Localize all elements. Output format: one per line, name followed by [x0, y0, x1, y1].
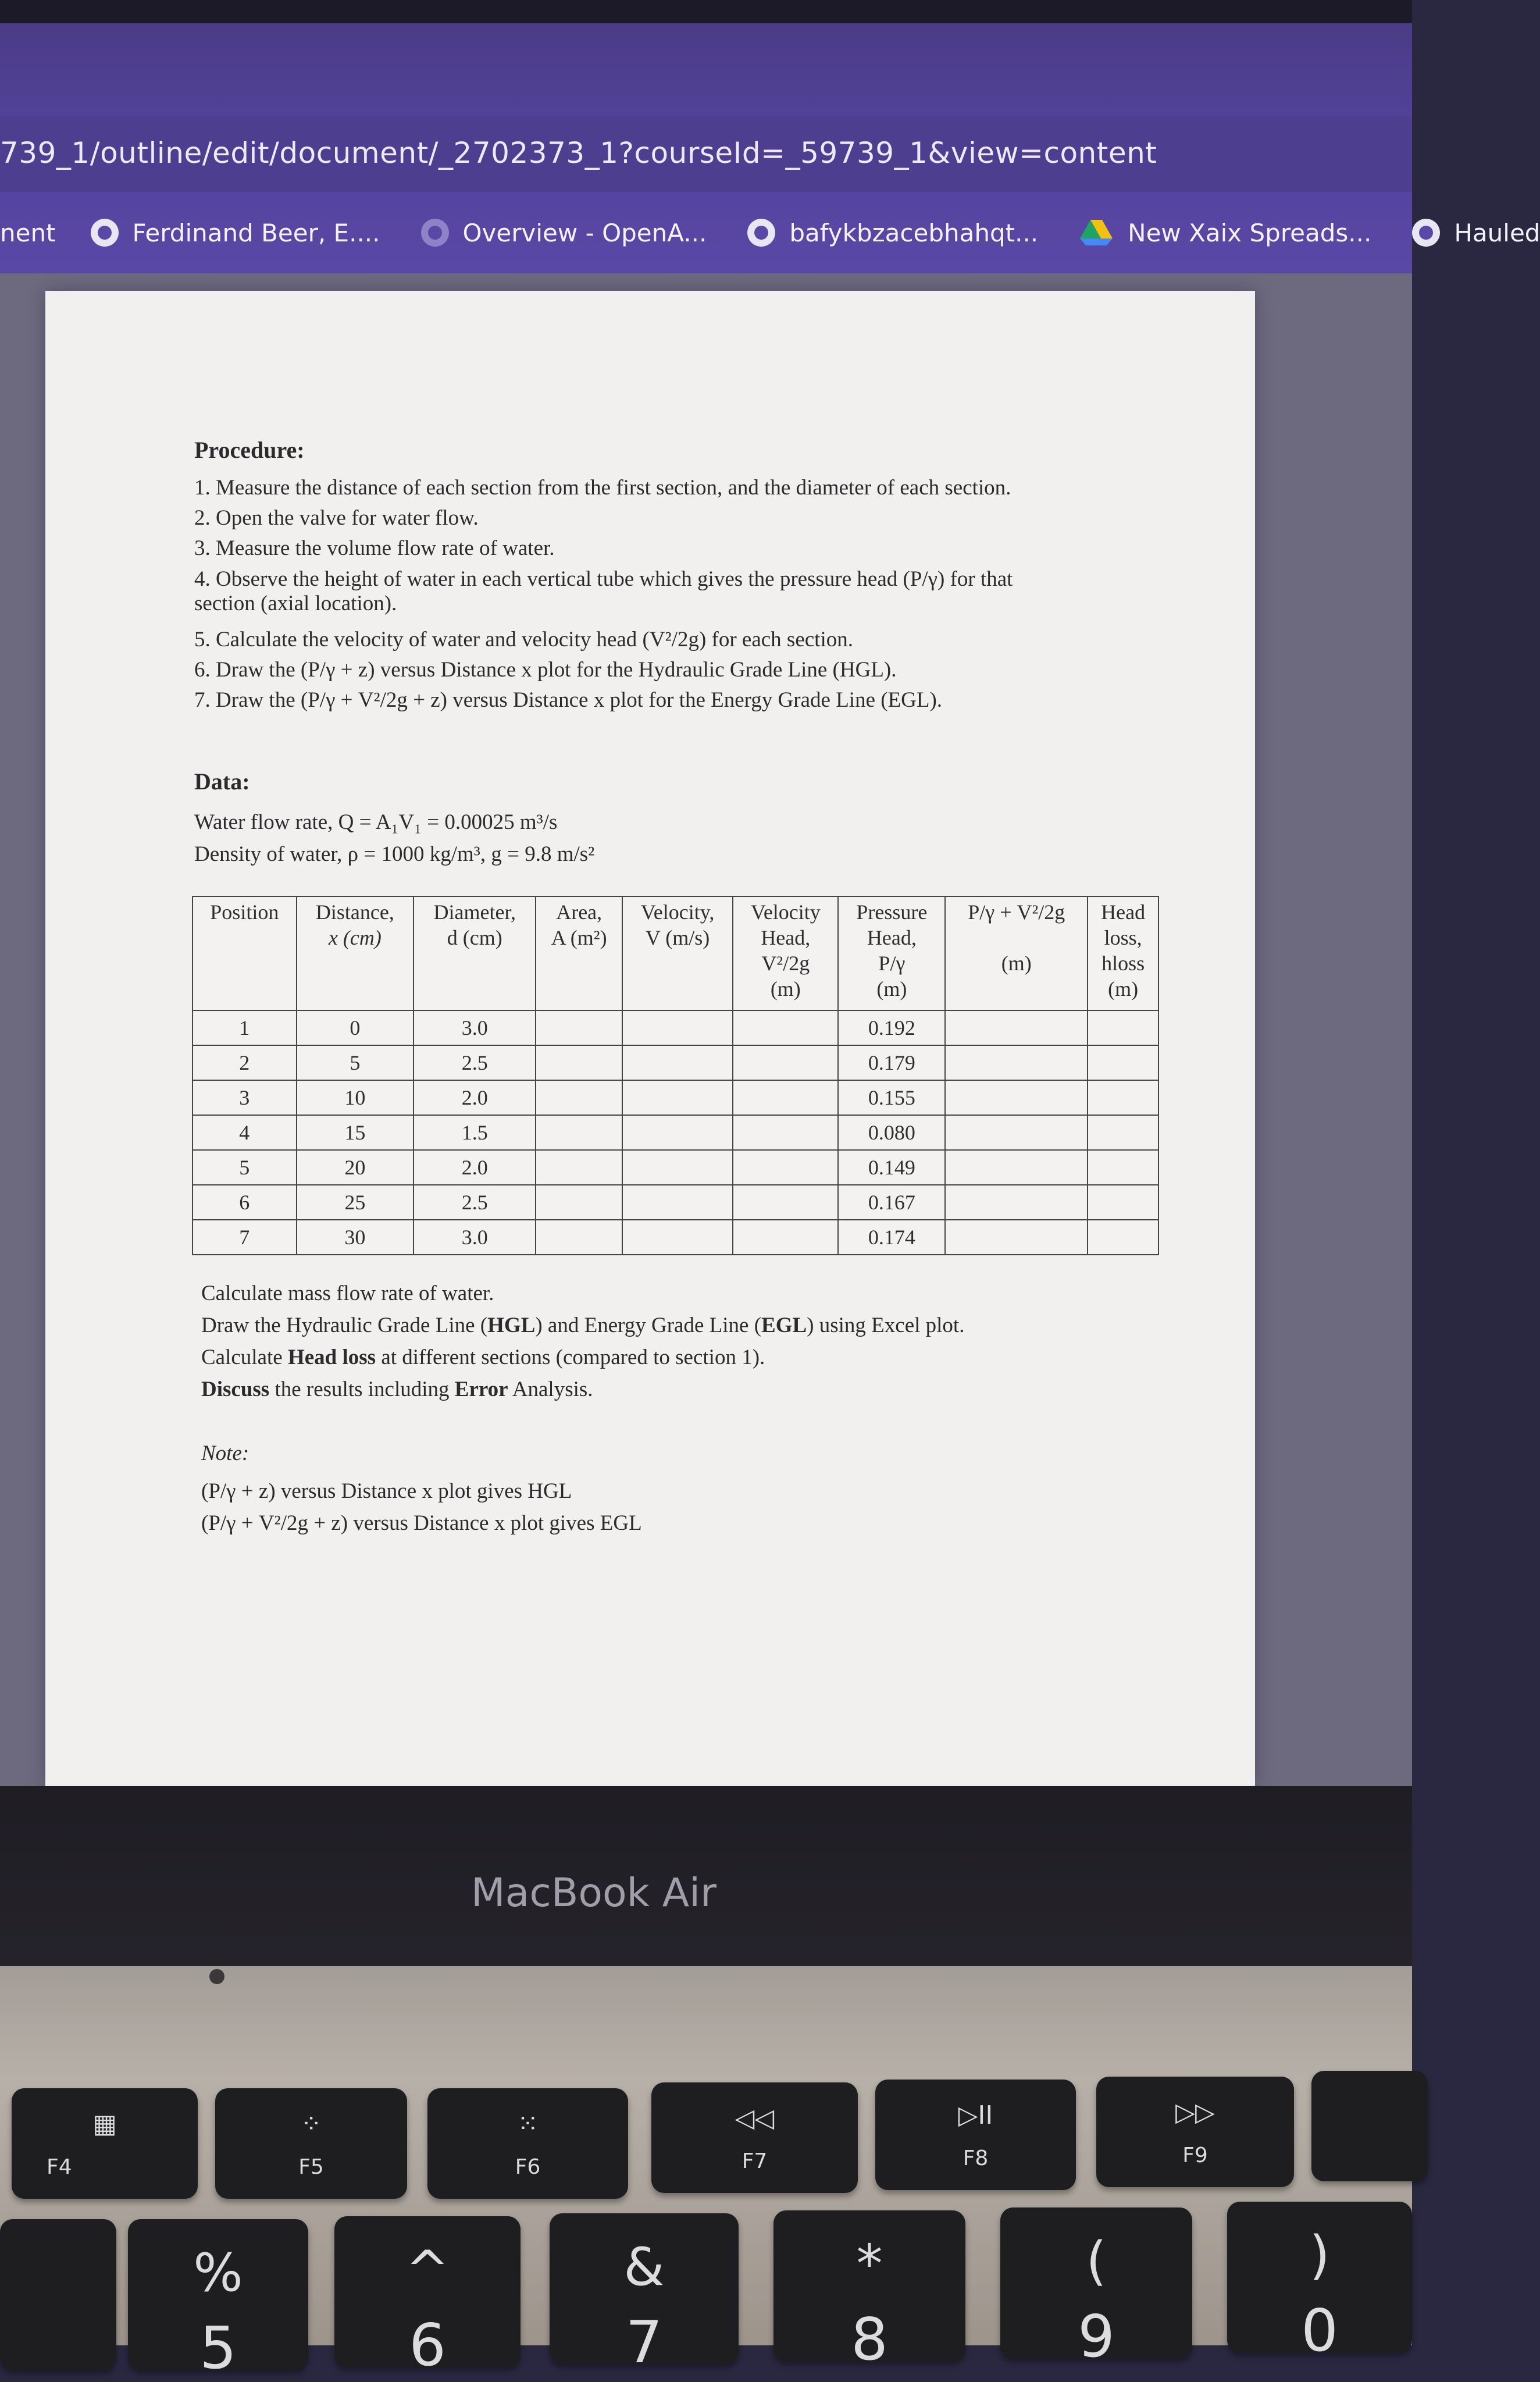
table-cell: 0.167 [838, 1185, 945, 1220]
table-cell [733, 1115, 838, 1150]
bookmark-item[interactable] [421, 219, 707, 247]
table-cell [536, 1045, 622, 1080]
header-text: Velocity [750, 900, 821, 924]
table-cell: 0.192 [838, 1010, 945, 1045]
table-cell [622, 1010, 733, 1045]
bookmark-label: Overview - OpenA... [462, 218, 707, 247]
key-0[interactable] [1227, 2202, 1412, 2365]
key-label: F6 [515, 2155, 541, 2179]
task-text: HGL [487, 1313, 536, 1337]
key-4[interactable] [0, 2219, 116, 2370]
document-page [45, 291, 1255, 1786]
table-cell [733, 1220, 838, 1255]
key-symbol: % [193, 2242, 243, 2303]
screen-top-bezel [0, 0, 1412, 23]
key-symbol: & [623, 2237, 665, 2298]
task-draw-lines [201, 1312, 964, 1340]
key-8[interactable] [773, 2210, 965, 2373]
task-text: Head loss [287, 1345, 376, 1369]
header-text: (m) [876, 977, 907, 1000]
table-cell [945, 1220, 1088, 1255]
table-cell: 0.155 [838, 1080, 945, 1115]
data-heading: Data: [194, 768, 250, 795]
density-text: Density of water, ρ = 1000 kg/m³, g = 9.8 m/s² [194, 842, 595, 866]
table-cell [536, 1185, 622, 1220]
table-cell [622, 1115, 733, 1150]
table-cell [945, 1045, 1088, 1080]
table-cell [1088, 1010, 1158, 1045]
bookmark-label: Hauled [1454, 218, 1540, 247]
task-text: Discuss [201, 1377, 270, 1401]
table-cell: 3.0 [413, 1220, 536, 1255]
procedure-heading: Procedure: [194, 437, 305, 463]
header-text: (m) [770, 977, 801, 1000]
f9-key[interactable] [1096, 2077, 1294, 2187]
table-row [192, 1185, 1158, 1220]
procedure-step: 3. Measure the volume flow rate of water. [194, 536, 555, 560]
header-text: Head [1101, 900, 1146, 924]
table-cell: 30 [297, 1220, 413, 1255]
table-cell: 5 [297, 1045, 413, 1080]
key-number: 8 [851, 2305, 888, 2373]
table-cell [536, 1010, 622, 1045]
task-text: ) and Energy Grade Line ( [535, 1313, 762, 1337]
table-cell [1088, 1115, 1158, 1150]
header-spacer [949, 925, 1083, 950]
procedure-step: 5. Calculate the velocity of water and velocity head (V²/2g) for each section. [194, 628, 853, 651]
table-cell [622, 1150, 733, 1185]
table-cell [1088, 1220, 1158, 1255]
key-symbol: ⁘ [300, 2109, 322, 2139]
url-text[interactable]: 739_1/outline/edit/document/_2702373_1?courseId=_59739_1&view=content [0, 136, 1157, 170]
table-header-row [192, 896, 1158, 1010]
f5-key[interactable] [215, 2088, 407, 2199]
table-cell: 10 [297, 1080, 413, 1115]
bookmark-item[interactable] [0, 219, 56, 247]
f10-key[interactable] [1311, 2071, 1428, 2181]
table-cell [536, 1080, 622, 1115]
table-cell: 2.5 [413, 1185, 536, 1220]
key-symbol: ) [1309, 2225, 1330, 2286]
table-cell [536, 1220, 622, 1255]
task-text: ) using Excel plot. [807, 1313, 965, 1337]
table-cell: 1.5 [413, 1115, 536, 1150]
header-text: Velocity, [640, 900, 715, 924]
task-text: Analysis. [508, 1377, 593, 1401]
key-symbol: ▷II [958, 2100, 993, 2130]
table-cell [536, 1150, 622, 1185]
f4-key[interactable] [12, 2088, 198, 2199]
key-label: F7 [742, 2149, 768, 2173]
table-row [192, 1045, 1158, 1080]
table-row [192, 1080, 1158, 1115]
bookmarks-bar [0, 201, 1540, 265]
table-cell [733, 1185, 838, 1220]
header-pressure-head [838, 896, 945, 1010]
key-number: 9 [1078, 2302, 1115, 2370]
table-cell [945, 1185, 1088, 1220]
task-text: EGL [761, 1313, 807, 1337]
table-cell [733, 1045, 838, 1080]
note-hgl: (P/γ + z) versus Distance x plot gives HGL [201, 1479, 572, 1503]
note-heading: Note: [201, 1441, 249, 1465]
table-cell: 2.5 [413, 1045, 536, 1080]
flow-rate-text: Water flow rate, Q = A₁V₁ = 0.00025 m³/s [194, 810, 558, 834]
table-cell [622, 1080, 733, 1115]
key-label: F9 [1182, 2144, 1208, 2167]
procedure-step: 6. Draw the (P/γ + z) versus Distance x plot for the Hydraulic Grade Line (HGL). [194, 658, 897, 682]
macbook-air-label: MacBook Air [471, 1870, 716, 1916]
f6-key[interactable] [427, 2088, 628, 2199]
table-row [192, 1010, 1158, 1045]
table-cell: 0.149 [838, 1150, 945, 1185]
task-text: the results including [269, 1377, 455, 1401]
table-cell [1088, 1080, 1158, 1115]
bookmark-label: Ferdinand Beer, E.... [132, 218, 380, 247]
procedure-step: section (axial location). [194, 592, 397, 615]
table-cell [945, 1150, 1088, 1185]
table-cell: 0.080 [838, 1115, 945, 1150]
task-discuss [201, 1376, 593, 1404]
key-label: F4 [47, 2155, 72, 2179]
table-body [192, 1010, 1158, 1255]
header-velocity-head [733, 896, 838, 1010]
key-9[interactable] [1000, 2207, 1192, 2370]
key-number: 0 [1301, 2296, 1338, 2365]
key-number: 5 [199, 2314, 237, 2382]
key-symbol: ( [1086, 2231, 1107, 2292]
table-cell: 20 [297, 1150, 413, 1185]
task-text: at different sections (compared to section 1). [376, 1345, 765, 1369]
header-total-head [945, 896, 1088, 1010]
header-text: Head, [867, 926, 917, 949]
table-cell: 0.174 [838, 1220, 945, 1255]
table-cell: 3.0 [413, 1010, 536, 1045]
procedure-step: 1. Measure the distance of each section from the first section, and the diameter of each section. [194, 476, 1011, 500]
table-cell: 2.0 [413, 1150, 536, 1185]
key-symbol: ▷▷ [1175, 2098, 1215, 2127]
header-text: x (cm) [328, 926, 382, 949]
globe-icon [91, 219, 119, 247]
table-cell: 2 [192, 1045, 297, 1080]
header-head-loss [1088, 896, 1158, 1010]
table-cell [1088, 1185, 1158, 1220]
table-cell: 0 [297, 1010, 413, 1045]
header-diameter [413, 896, 536, 1010]
table-cell [622, 1220, 733, 1255]
bookmark-label: New Xaix Spreads... [1128, 218, 1372, 247]
f8-key[interactable] [875, 2080, 1076, 2190]
table-cell: 6 [192, 1185, 297, 1220]
table-cell [733, 1010, 838, 1045]
drive-icon [1079, 219, 1114, 247]
key-label: F5 [298, 2155, 324, 2179]
header-text: (m) [1108, 977, 1139, 1000]
note-egl: (P/γ + V²/2g + z) versus Distance x plot gives EGL [201, 1511, 642, 1535]
header-text: A (m²) [551, 926, 607, 949]
key-symbol: ▦ [92, 2109, 117, 2139]
table-cell: 2.0 [413, 1080, 536, 1115]
table-cell [1088, 1150, 1158, 1185]
table-cell [945, 1080, 1088, 1115]
table-cell [1088, 1045, 1158, 1080]
table-cell: 5 [192, 1150, 297, 1185]
table-cell: 7 [192, 1220, 297, 1255]
key-number: 6 [409, 2311, 446, 2379]
drive-icon-glyph [1079, 219, 1114, 247]
bookmark-label: bafykbzacebhahqt... [789, 218, 1039, 247]
task-head-loss [201, 1344, 765, 1372]
globe-icon [747, 219, 775, 247]
table-row [192, 1150, 1158, 1185]
header-text: Area, [556, 900, 603, 924]
bookmark-item[interactable] [1412, 219, 1540, 247]
bookmark-item[interactable] [747, 219, 1038, 247]
table-cell [622, 1185, 733, 1220]
header-text: Pressure [856, 900, 928, 924]
globe-icon [1412, 219, 1440, 247]
openai-icon [421, 219, 449, 247]
deck-dot [209, 1969, 224, 1984]
bookmark-item[interactable] [91, 219, 380, 247]
table-cell: 15 [297, 1115, 413, 1150]
table-cell [733, 1080, 838, 1115]
table-cell: 4 [192, 1115, 297, 1150]
table-cell: 1 [192, 1010, 297, 1045]
task-text: Draw the Hydraulic Grade Line ( [201, 1313, 488, 1337]
key-symbol: ⁙ [517, 2109, 539, 2139]
header-area [536, 896, 622, 1010]
header-position [192, 896, 297, 1010]
key-symbol: ^ [405, 2239, 450, 2301]
header-text: d (cm) [447, 926, 502, 949]
header-distance [297, 896, 413, 1010]
task-text: Calculate [201, 1345, 288, 1369]
key-symbol: ◁◁ [735, 2103, 775, 2133]
table-cell: 0.179 [838, 1045, 945, 1080]
key-7[interactable] [550, 2213, 739, 2376]
table-cell [733, 1150, 838, 1185]
header-text: Head, [761, 926, 811, 949]
procedure-step: 7. Draw the (P/γ + V²/2g + z) versus Distance x plot for the Energy Grade Line (EGL). [194, 688, 943, 712]
header-text: Position [210, 900, 279, 924]
header-text: (m) [1001, 952, 1032, 975]
header-text: P/γ + V²/2g [968, 900, 1065, 924]
bookmark-item[interactable] [1079, 219, 1371, 247]
header-text: hloss [1101, 952, 1145, 975]
key-5[interactable] [128, 2219, 308, 2382]
table-cell: 25 [297, 1185, 413, 1220]
task-text: Error [454, 1377, 508, 1401]
key-symbol: * [856, 2234, 883, 2295]
key-6[interactable] [334, 2216, 521, 2379]
key-number: 7 [625, 2308, 663, 2376]
table-cell [945, 1010, 1088, 1045]
table-cell [536, 1115, 622, 1150]
header-text: P/γ [878, 952, 906, 975]
bookmark-label: nent [0, 218, 56, 247]
data-table [192, 896, 1159, 1255]
procedure-step: 2. Open the valve for water flow. [194, 506, 479, 530]
header-text: V (m/s) [645, 926, 710, 949]
table-cell [945, 1115, 1088, 1150]
header-text: Distance, [315, 900, 394, 924]
header-text: Diameter, [433, 900, 516, 924]
procedure-step: 4. Observe the height of water in each vertical tube which gives the pressure head (P/γ) for that [194, 567, 1013, 591]
header-text: loss, [1104, 926, 1142, 949]
table-cell [622, 1045, 733, 1080]
table-cell: 3 [192, 1080, 297, 1115]
header-velocity [622, 896, 733, 1010]
header-text: V²/2g [761, 952, 810, 975]
task-mass-flow: Calculate mass flow rate of water. [201, 1281, 494, 1305]
key-label: F8 [962, 2146, 989, 2170]
table-row [192, 1220, 1158, 1255]
table-row [192, 1115, 1158, 1150]
f7-key[interactable] [651, 2082, 858, 2193]
